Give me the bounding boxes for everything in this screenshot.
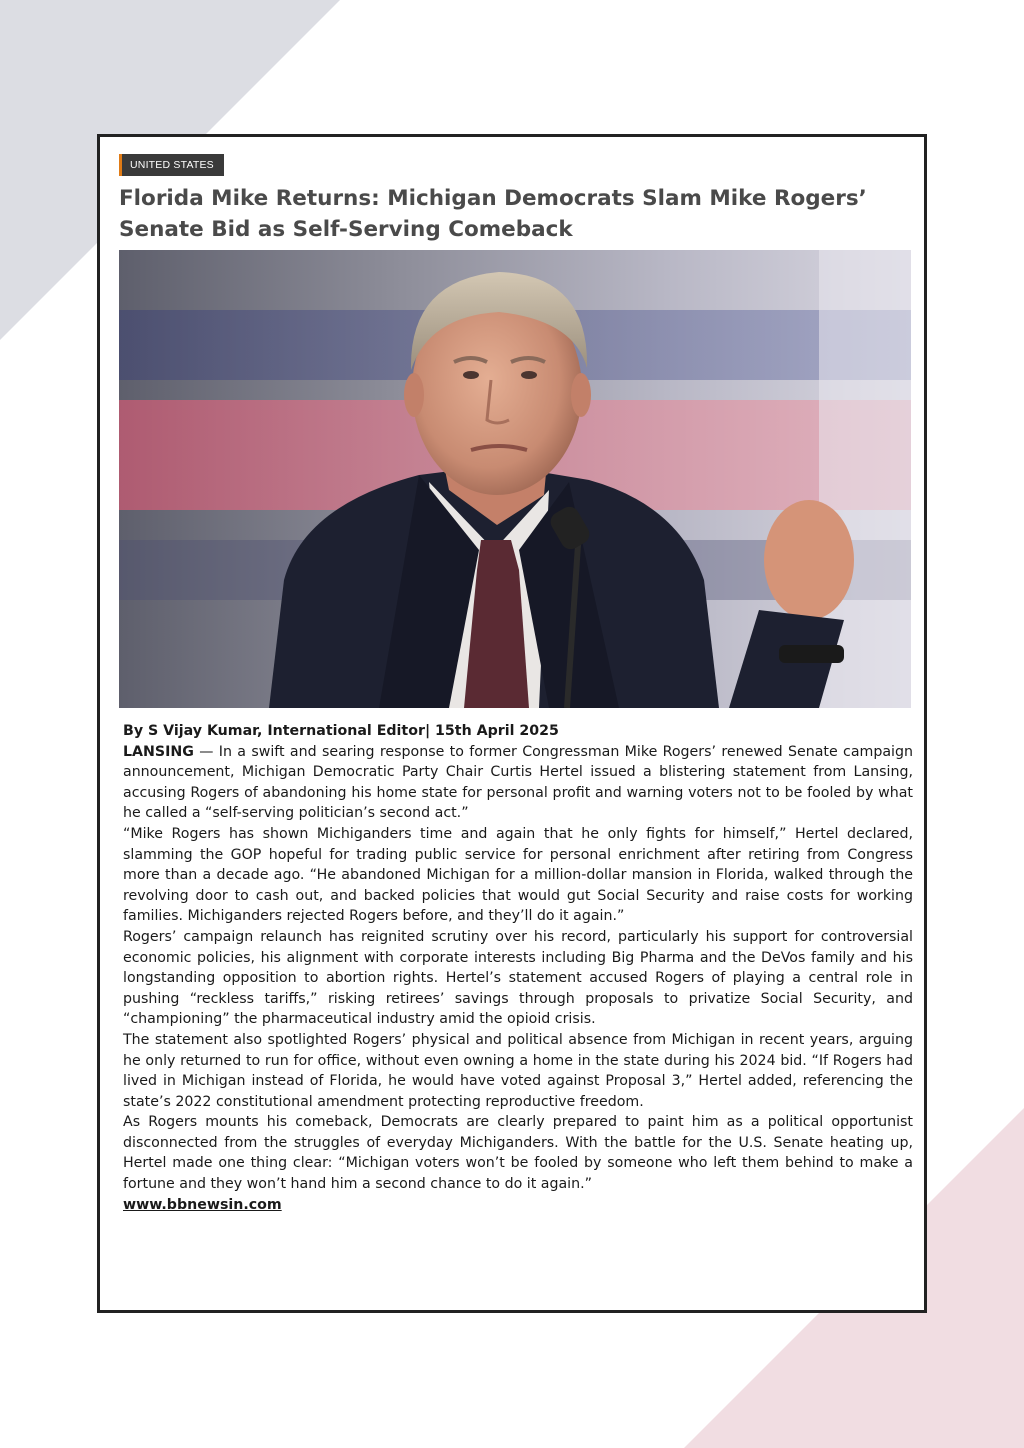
category-tag[interactable]: UNITED STATES (119, 154, 224, 176)
article-photo (119, 250, 911, 708)
article-paragraph-5: As Rogers mounts his comeback, Democrats are clearly prepared to paint him as a political opportunist disconnected from the struggles of everyday Michiganders. With the battle for the U.S. Senate heating up, Hertel made one thing clear: “Michigan voters won’t be fooled by someone who left them behind to make a fortune and they won’t hand him a second chance to do it again.” (123, 1114, 913, 1193)
article-body (123, 721, 913, 1215)
article-paragraph-2: “Mike Rogers has shown Michiganders time and again that he only fights for himself,” Hertel declared, slamming the GOP hopeful for trading public service for personal enrichment after retiring from Congress more than a decade ago. “He abandoned Michigan for a million-dollar mansion in Florida, walked through the revolving door to cash out, and backed policies that would gut Social Security and raise costs for working families. Michiganders rejected Rogers before, and they’ll do it again.” (123, 825, 913, 925)
article-card (97, 134, 927, 1313)
dateline: LANSING (123, 743, 194, 760)
byline: By S Vijay Kumar, International Editor| 15th April 2025 (123, 723, 559, 739)
article-paragraph-4: The statement also spotlighted Rogers’ physical and political absence from Michigan in recent years, arguing he only returned to run for office, without even owning a home in the state during his 2024 bid. “If Rogers had lived in Michigan instead of Florida, he would have voted against Proposal 3,” Hertel added, referencing the state’s 2022 constitutional amendment protecting reproductive freedom. (123, 1031, 913, 1110)
article-paragraph-3: Rogers’ campaign relaunch has reignited scrutiny over his record, particularly his support for controversial economic policies, his alignment with corporate interests including Big Pharma and the DeVos family and his longstanding opposition to abortion rights. Hertel’s statement accused Rogers of playing a central role in pushing “reckless tariffs,” risking retirees’ savings through proposals to privatize Social Security, and “championing” the pharmaceutical industry amid the opioid crisis. (123, 928, 913, 1028)
paragraph-1-text: — In a swift and searing response to former Congressman Mike Rogers’ renewed Senate campaign announcement, Michigan Democratic Party Chair Curtis Hertel issued a blistering statement from Lansing, accusing Rogers of abandoning his home state for personal profit and warning voters not to be fooled by what he called a “self-serving politician’s second act.” (123, 743, 913, 822)
article-paragraph-1 (123, 742, 913, 824)
headline: Florida Mike Returns: Michigan Democrats Slam Mike Rogers’ Senate Bid as Self-Serving Comeback (119, 186, 867, 242)
website-link[interactable]: www.bbnewsin.com (123, 1196, 282, 1213)
